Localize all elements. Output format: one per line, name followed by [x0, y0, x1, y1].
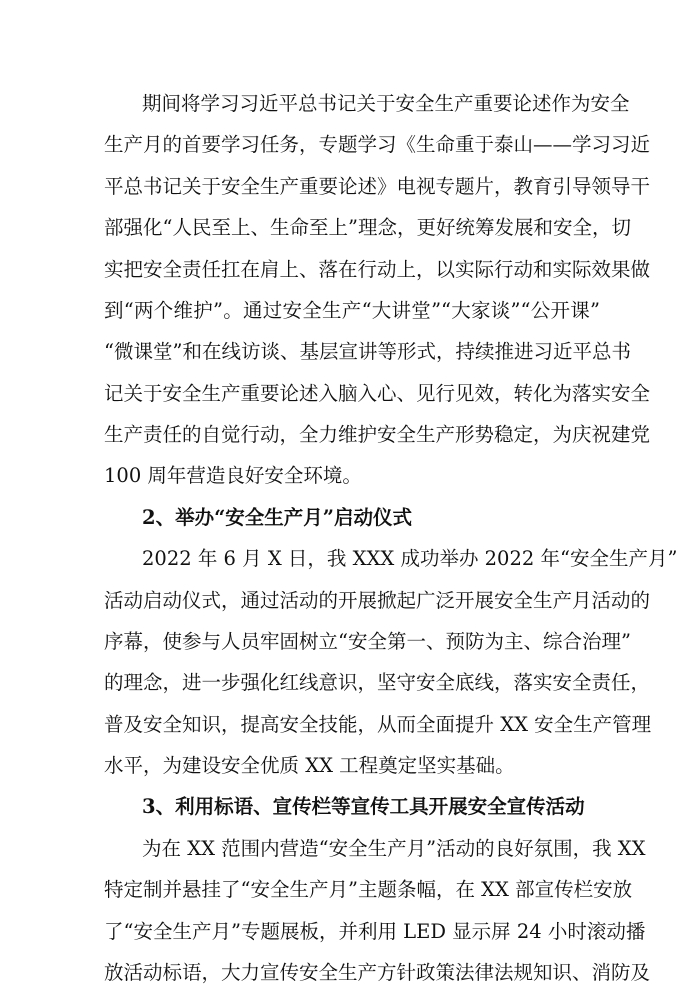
paragraph-line: 记关于安全生产重要论述入脑入心、见行见效，转化为落实安全	[104, 382, 651, 405]
paragraph-line: 序幕，使参与人员牢固树立“安全第一、预防为主、综合治理”	[104, 630, 631, 653]
paragraph-line: 到“两个维护”。通过安全生产“大讲堂”“大家谈”“公开课”	[104, 299, 600, 322]
paragraph-line: “微课堂”和在线访谈、基层宣讲等形式，持续推进习近平总书	[104, 340, 631, 363]
paragraph-line: 放活动标语，大力宣传安全生产方针政策法律法规知识、消防及	[104, 961, 651, 984]
section-heading: 2、举办“安全生产月”启动仪式	[142, 506, 413, 529]
paragraph-line: 生产责任的自觉行动，全力维护安全生产形势稳定，为庆祝建党	[104, 423, 651, 446]
paragraph-line: 普及安全知识，提高安全技能，从而全面提升 XX 安全生产管理	[104, 713, 652, 736]
paragraph-line: 平总书记关于安全生产重要论述》电视专题片，教育引导领导干	[104, 175, 651, 198]
paragraph-line: 特定制并悬挂了“安全生产月”主题条幅，在 XX 部宣传栏安放	[104, 878, 633, 901]
section-heading: 3、利用标语、宣传栏等宣传工具开展安全宣传活动	[142, 795, 585, 818]
paragraph-line: 2022 年 6 月 X 日，我 XXX 成功举办 2022 年“安全生产月”	[142, 547, 678, 570]
paragraph-line: 100 周年营造良好安全环境。	[104, 464, 362, 487]
paragraph-line: 活动启动仪式，通过活动的开展掀起广泛开展安全生产月活动的	[104, 589, 651, 612]
paragraph-line: 了“安全生产月”专题展板，并利用 LED 显示屏 24 小时滚动播	[104, 920, 646, 943]
paragraph-line: 的理念，进一步强化红线意识，坚守安全底线，落实安全责任，	[104, 671, 651, 694]
paragraph-line: 实把安全责任扛在肩上、落在行动上，以实际行动和实际效果做	[104, 258, 651, 281]
paragraph-line: 水平，为建设安全优质 XX 工程奠定坚实基础。	[104, 754, 515, 777]
paragraph-line: 期间将学习习近平总书记关于安全生产重要论述作为安全	[142, 92, 630, 115]
paragraph-line: 为在 XX 范围内营造“安全生产月”活动的良好氛围，我 XX	[142, 837, 646, 860]
paragraph-line: 部强化“人民至上、生命至上”理念，更好统筹发展和安全，切	[104, 216, 631, 239]
paragraph-line: 生产月的首要学习任务，专题学习《生命重于泰山——学习习近	[104, 133, 651, 156]
